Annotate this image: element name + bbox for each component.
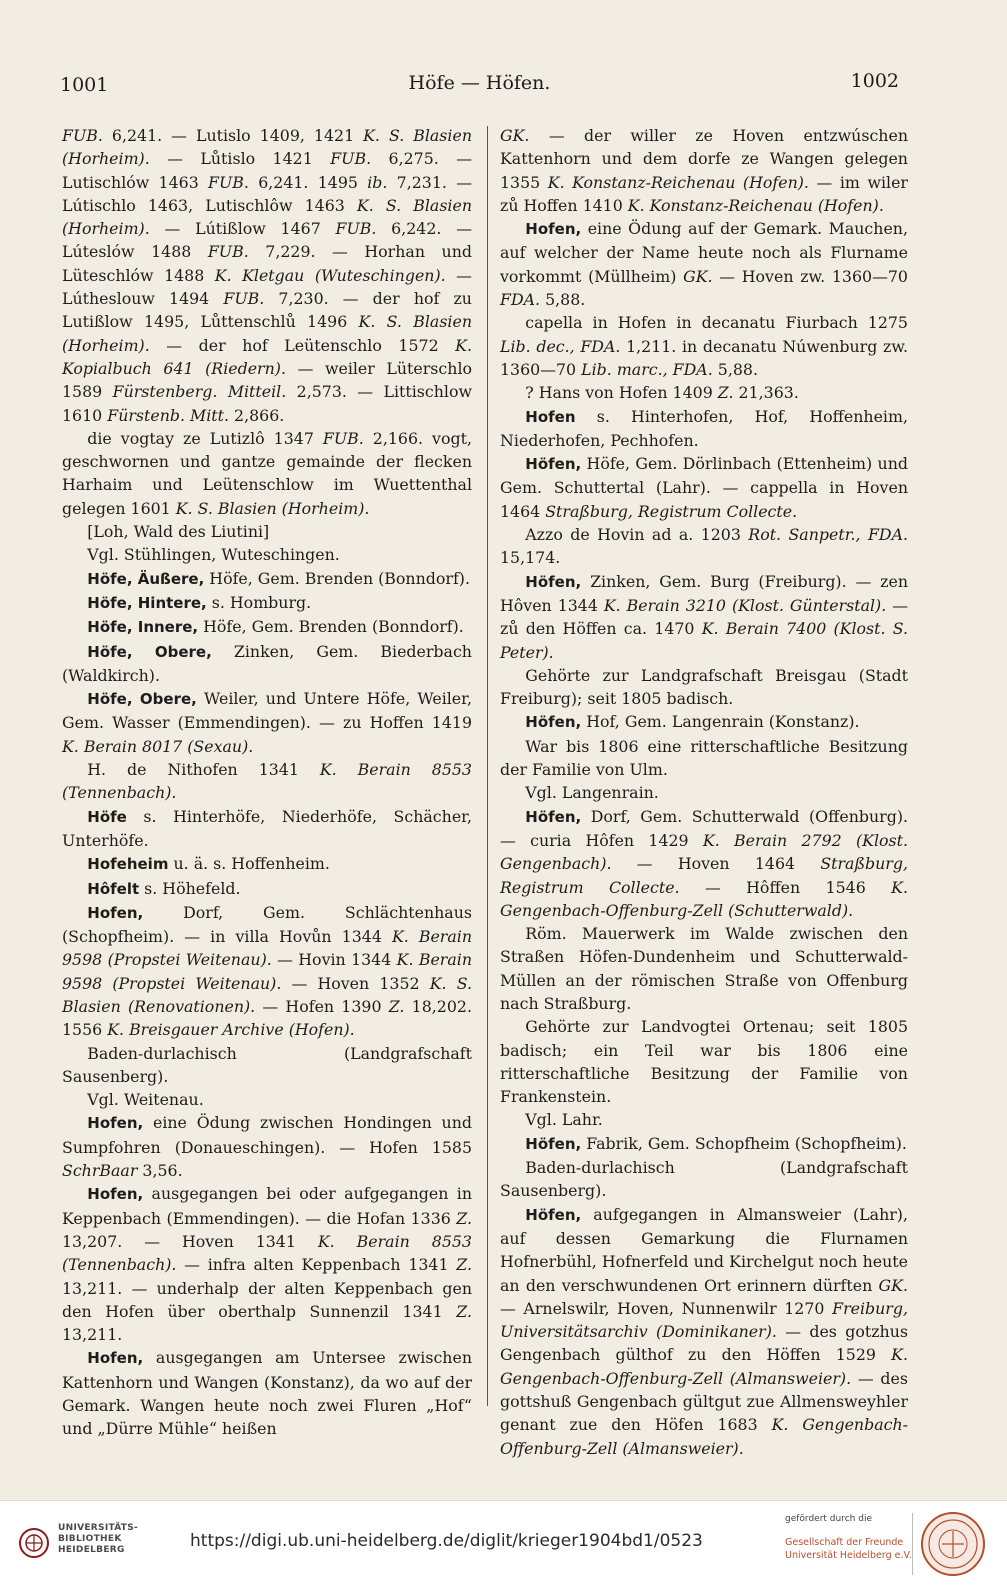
entry-paragraph: Höfe s. Hinterhöfe, Niederhöfe, Schächer, Unterhöfe.: [62, 806, 472, 850]
entry-paragraph: Hofen s. Hinterhofen, Hof, Hoffenheim, Niederhofen, Pechhofen.: [500, 406, 908, 450]
entry-paragraph: [Loh, Wald des Liutini]: [87, 522, 270, 542]
entry-paragraph: Vgl. Weitenau.: [87, 1090, 204, 1110]
entry-paragraph: Hofen, eine Ödung auf der Gemark. Mauchen, auf welcher der Name heute noch als Flurname vorkommt (Müllheim) GK. — Hoven zw. 1360—70 FDA. 5,88.: [500, 219, 908, 310]
entry-paragraph: Höfen, Hof, Gem. Langenrain (Konstanz).: [525, 712, 860, 732]
entry-paragraph: Höfe, Obere, Weiler, und Untere Höfe, Weiler, Gem. Wasser (Emmendingen). — zu Hoffen 1419 K. Berain 8017 (Sexau).: [62, 689, 472, 756]
entry-paragraph: Hofen, Dorf, Gem. Schlächtenhaus (Schopfheim). — in villa Hovůn 1344 K. Berain 9598 (Propstei Weitenau). — Hovin 1344 K. Berain 9598 (Propstei Weitenau). — Hoven 1352 K. S. Blasien (Renovationen). — Hofen 1390 Z. 18,202. 1556 K. Breisgauer Archive (Hofen).: [62, 902, 473, 1040]
sponsor-credit[interactable]: gefördert durch die Gesellschaft der Freunde Universität Heidelberg e.V.: [785, 1514, 912, 1561]
permalink-url[interactable]: https://digi.ub.uni-heidelberg.de/diglit/krieger1904bd1/0523: [190, 1531, 703, 1551]
entry-paragraph: Höfe, Hintere, s. Homburg.: [87, 592, 312, 612]
entry-paragraph: ? Hans von Hofen 1409 Z. 21,363.: [525, 383, 799, 403]
entry-paragraph: Höfe, Innere, Höfe, Gem. Brenden (Bonndorf).: [87, 617, 464, 637]
page-number-left: 1001: [60, 74, 109, 96]
entry-paragraph: H. de Nithofen 1341 K. Berain 8553 (Tennenbach).: [62, 760, 472, 803]
entry-paragraph: Hofeheim u. ä. s. Hoffenheim.: [87, 854, 330, 874]
page-number-right: 1002: [850, 70, 899, 92]
library-seal-icon: [18, 1527, 50, 1559]
entry-paragraph: Hofen, ausgegangen am Untersee zwischen Kattenhorn und Wangen (Konstanz), da wo auf der Gemark. Wangen heute noch zwei Fluren „Hof“ und „Dürre Mühle“ heißen: [62, 1348, 472, 1439]
entry-paragraph: GK. — der willer ze Hoven entzwúschen Kattenhorn und dem dorfe ze Wangen gelegen 1355 K. Konstanz-Reichenau (Hofen). — im wiler zů Hoffen 1410 K. Konstanz-Reichenau (Hofen).: [500, 126, 908, 215]
entry-paragraph: Höfen, aufgegangen in Almansweier (Lahr), auf dessen Gemarkung die Flurnamen Hofnerbühl, Hofnerfeld und Kirchelgut noch heute an den verschwundenen Ort erinnern dürften GK. — Arnelswilr, Hoven, Nunnenwilr 1270 Freiburg, Universitätsarchiv (Dominikaner). — des gotzhus Gengenbach gülthof zu den Höffen 1529 K. Gengenbach-Offenburg-Zell (Almansweier). — des gottshuß Gengenbach gültgut zue Allmensweyhler genant zue den Höfen 1683 K. Gengenbach-Offenburg-Zell (Almansweier).: [500, 1204, 908, 1458]
entry-paragraph: Vgl. Langenrain.: [525, 783, 659, 803]
right-column: [500, 124, 909, 1458]
entry-paragraph: Höfe, Obere, Zinken, Gem. Biederbach (Waldkirch).: [62, 641, 472, 685]
entry-paragraph: FUB. 6,241. — Lutislo 1409, 1421 K. S. Blasien (Horheim). — Lůtislo 1421 FUB. 6,275. — Lutischlów 1463 FUB. 6,241. 1495 ib. 7,231. — Lútischlo 1463, Lutischlôw 1463 K. S. Blasien (Horheim). — Lútißlow 1467 FUB. 6,242. — Lúteslów 1488 FUB. 7,229. — Horhan und Lüteschlów 1488 K. Kletgau (Wuteschingen). — Lútheslouw 1494 FUB. 7,230. — der hof zu Lutißlow 1495, Lůttenschlů 1496 K. S. Blasien (Horheim). — der hof Leütenschlo 1572 K. Kopialbuch 641 (Riedern). — weiler Lüterschlo 1589 Fürstenberg. Mitteil. 2,573. — Littischlow 1610 Fürstenb. Mitt. 2,866.: [62, 126, 473, 425]
entry-paragraph: Hofen, ausgegangen bei oder aufgegangen in Keppenbach (Emmendingen). — die Hofan 1336 Z. 13,207. — Hoven 1341 K. Berain 8553 (Tennenbach). — infra alten Keppenbach 1341 Z. 13,211. — underhalp der alten Keppenbach gen den Hofen über oberthalp Sunnenzil 1341 Z. 13,211.: [62, 1184, 472, 1345]
entry-paragraph: Vgl. Stühlingen, Wuteschingen.: [87, 545, 340, 565]
entry-paragraph: Baden-durlachisch (Landgrafschaft Sausenberg).: [500, 1158, 908, 1201]
library-name[interactable]: UNIVERSITÄTS- BIBLIOTHEK HEIDELBERG: [58, 1523, 139, 1555]
entry-paragraph: War bis 1806 eine ritterschaftliche Besitzung der Familie von Ulm.: [500, 736, 908, 780]
column-divider: [487, 126, 488, 1406]
entry-paragraph: Gehörte zur Landgrafschaft Breisgau (Stadt Freiburg); seit 1805 badisch.: [500, 665, 908, 709]
entry-paragraph: Azzo de Hovin ad a. 1203 Rot. Sanpetr., FDA. 15,174.: [500, 525, 909, 568]
entry-paragraph: capella in Hofen in decanatu Fiurbach 1275 Lib. dec., FDA. 1,211. in decanatu Núwenburg zw. 1360—70 Lib. marc., FDA. 5,88.: [500, 313, 908, 379]
entry-paragraph: Höfen, Fabrik, Gem. Schopfheim (Schopfheim).: [525, 1133, 907, 1153]
university-seal-icon: [920, 1511, 986, 1577]
page-title: Höfe — Höfen.: [408, 72, 551, 94]
viewer-footer: [0, 1500, 1007, 1588]
entry-paragraph: Vgl. Lahr.: [525, 1110, 603, 1130]
entry-paragraph: Gehörte zur Landvogtei Ortenau; seit 1805 badisch; ein Teil war bis 1806 eine ritterschaftliche Besitzung der Familie von Frankenstein.: [500, 1017, 908, 1107]
entry-paragraph: Höfen, Höfe, Gem. Dörlinbach (Ettenheim) und Gem. Schuttertal (Lahr). — cappella in Hoven 1464 Straßburg, Registrum Collecte.: [500, 454, 908, 521]
footer-divider: [912, 1513, 913, 1575]
running-header: [60, 70, 899, 100]
entry-paragraph: Röm. Mauerwerk im Walde zwischen den Straßen Höfen-Dundenheim und Schutterwald-Müllen an der römischen Straße von Offenburg nach Straßburg.: [500, 924, 908, 1013]
entry-paragraph: Höfe, Äußere, Höfe, Gem. Brenden (Bonndorf).: [87, 568, 470, 588]
entry-paragraph: Höfen, Zinken, Gem. Burg (Freiburg). — zen Hôven 1344 K. Berain 3210 (Klost. Günterstal). — zů den Höffen ca. 1470 K. Berain 7400 (Klost. S. Peter).: [500, 571, 908, 662]
entry-paragraph: Höfen, Dorf, Gem. Schutterwald (Offenburg). — curia Hôfen 1429 K. Berain 2792 (Klost. Gengenbach). — Hoven 1464 Straßburg, Registrum Collecte. — Hôffen 1546 K. Gengenbach-Offenburg-Zell (Schutterwald).: [500, 806, 908, 920]
entry-paragraph: Hofen, eine Ödung zwischen Hondingen und Sumpfohren (Donaueschingen). — Hofen 1585 SchrBaar 3,56.: [62, 1113, 472, 1181]
left-column: [62, 124, 473, 1439]
entry-paragraph: die vogtay ze Lutizlô 1347 FUB. 2,166. vogt, geschwornen und gantze gemainde der flecken Harhaim und Leütenschlow im Wuettenthal gelegen 1601 K. S. Blasien (Horheim).: [62, 428, 472, 518]
entry-paragraph: Hôfelt s. Höhefeld.: [87, 878, 241, 898]
entry-paragraph: Baden-durlachisch (Landgrafschaft Sausenberg).: [62, 1043, 472, 1086]
